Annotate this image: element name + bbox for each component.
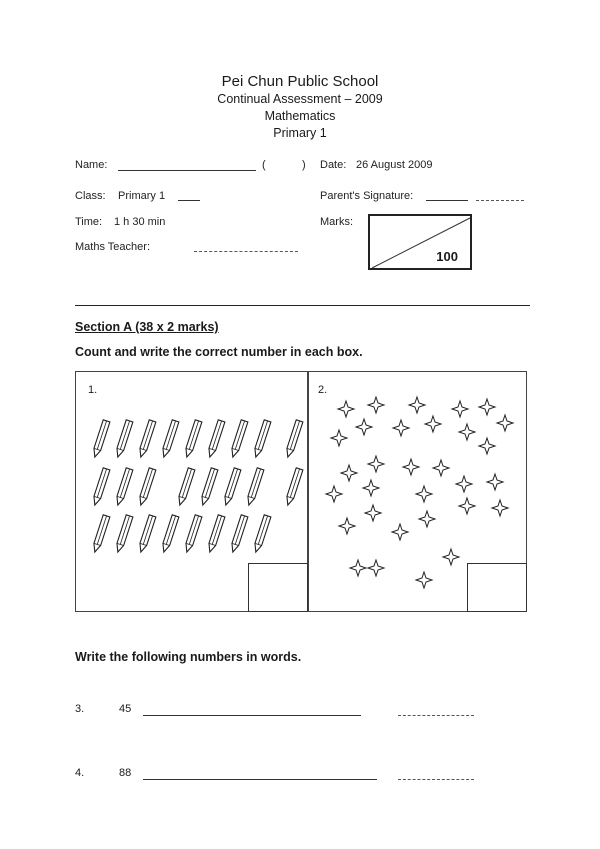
star-icon xyxy=(339,518,355,534)
pencil-icon xyxy=(222,468,240,506)
words-instruction: Write the following numbers in words. xyxy=(75,650,302,664)
star-icon xyxy=(368,560,384,576)
pencil-icon xyxy=(91,468,109,506)
parent-signature-dash xyxy=(476,190,524,201)
teacher-field[interactable] xyxy=(194,241,298,252)
star-icon xyxy=(331,430,347,446)
subject-title: Mathematics xyxy=(264,109,336,123)
marks-diagonal xyxy=(370,216,474,272)
pencil-icon xyxy=(284,468,302,506)
q2-number: 2. xyxy=(318,384,328,396)
star-icon xyxy=(419,511,435,527)
index-paren-close: ) xyxy=(302,159,306,171)
star-icon xyxy=(456,476,472,492)
q4-answer-dash xyxy=(398,769,474,780)
pencil-icon xyxy=(183,515,201,553)
star-icon xyxy=(363,480,379,496)
pencil-icon xyxy=(91,420,109,458)
pencil-icon xyxy=(160,515,178,553)
marks-label: Marks: xyxy=(320,216,353,228)
pencil-icon xyxy=(91,515,109,553)
star-icon xyxy=(416,572,432,588)
q3-value: 45 xyxy=(119,703,132,715)
star-icon xyxy=(487,474,503,490)
star-icon xyxy=(459,498,475,514)
pencil-icon xyxy=(137,515,155,553)
pencil-icon xyxy=(199,468,217,506)
q1-answer-box[interactable] xyxy=(248,563,308,612)
pencil-icon xyxy=(137,468,155,506)
pencil-icon xyxy=(245,468,263,506)
q2-answer-box[interactable] xyxy=(467,563,527,612)
name-label: Name: xyxy=(75,159,108,171)
star-icon xyxy=(350,560,366,576)
index-paren-open: ( xyxy=(262,159,266,171)
q3-answer-dash xyxy=(398,705,474,716)
star-icon xyxy=(368,456,384,472)
header-divider xyxy=(75,305,530,306)
star-icon xyxy=(403,459,419,475)
date-label: Date: xyxy=(320,159,347,171)
parent-signature-field[interactable] xyxy=(426,190,468,201)
q4-answer-line[interactable] xyxy=(143,769,377,780)
star-icon xyxy=(443,549,459,565)
class-field[interactable] xyxy=(178,190,200,201)
star-icon xyxy=(416,486,432,502)
star-icon xyxy=(497,415,513,431)
pencil-icon xyxy=(284,420,302,458)
parent-signature-label: Parent's Signature: xyxy=(320,190,414,202)
star-icon xyxy=(452,401,468,417)
section-a-title: Section A (38 x 2 marks) xyxy=(75,320,219,334)
pencil-icon xyxy=(114,515,132,553)
q2-panel xyxy=(308,371,527,612)
pencil-icon xyxy=(252,420,270,458)
pencil-icon xyxy=(206,515,224,553)
time-label: Time: xyxy=(75,216,103,228)
pencil-icon xyxy=(252,515,270,553)
star-icon xyxy=(393,420,409,436)
pencil-icon xyxy=(137,420,155,458)
name-field[interactable] xyxy=(118,160,256,171)
star-icon xyxy=(492,500,508,516)
star-icon xyxy=(459,424,475,440)
level-title: Primary 1 xyxy=(273,126,327,140)
star-icon xyxy=(479,399,495,415)
teacher-label: Maths Teacher: xyxy=(75,241,151,253)
marks-total: 100 xyxy=(436,249,458,264)
q4-number: 4. xyxy=(75,767,85,779)
q3-number: 3. xyxy=(75,703,85,715)
pencil-icon xyxy=(114,468,132,506)
star-icon xyxy=(433,460,449,476)
star-icon xyxy=(338,401,354,417)
star-icon xyxy=(425,416,441,432)
star-icon xyxy=(479,438,495,454)
class-value: Primary 1 xyxy=(118,190,166,202)
q4-value: 88 xyxy=(119,767,132,779)
star-icon xyxy=(392,524,408,540)
pencil-icon xyxy=(229,515,247,553)
pencil-icon xyxy=(176,468,194,506)
star-icon xyxy=(356,419,372,435)
pencil-icon xyxy=(160,420,178,458)
star-icon xyxy=(409,397,425,413)
marks-box xyxy=(368,214,472,270)
time-value: 1 h 30 min xyxy=(114,216,166,228)
q1-number: 1. xyxy=(88,384,98,396)
date-value: 26 August 2009 xyxy=(356,159,433,171)
star-icon xyxy=(326,486,342,502)
star-icon xyxy=(368,397,384,413)
school-name: Pei Chun Public School xyxy=(221,73,379,90)
assessment-title: Continual Assessment – 2009 xyxy=(217,92,383,106)
pencil-icon xyxy=(206,420,224,458)
pencil-icon xyxy=(229,420,247,458)
q3-answer-line[interactable] xyxy=(143,705,361,716)
pencil-icon xyxy=(183,420,201,458)
count-instruction: Count and write the correct number in each box. xyxy=(75,345,363,359)
star-icon xyxy=(365,505,381,521)
pencil-icon xyxy=(114,420,132,458)
star-icon xyxy=(341,465,357,481)
q1-panel xyxy=(75,371,308,612)
class-label: Class: xyxy=(75,190,106,202)
